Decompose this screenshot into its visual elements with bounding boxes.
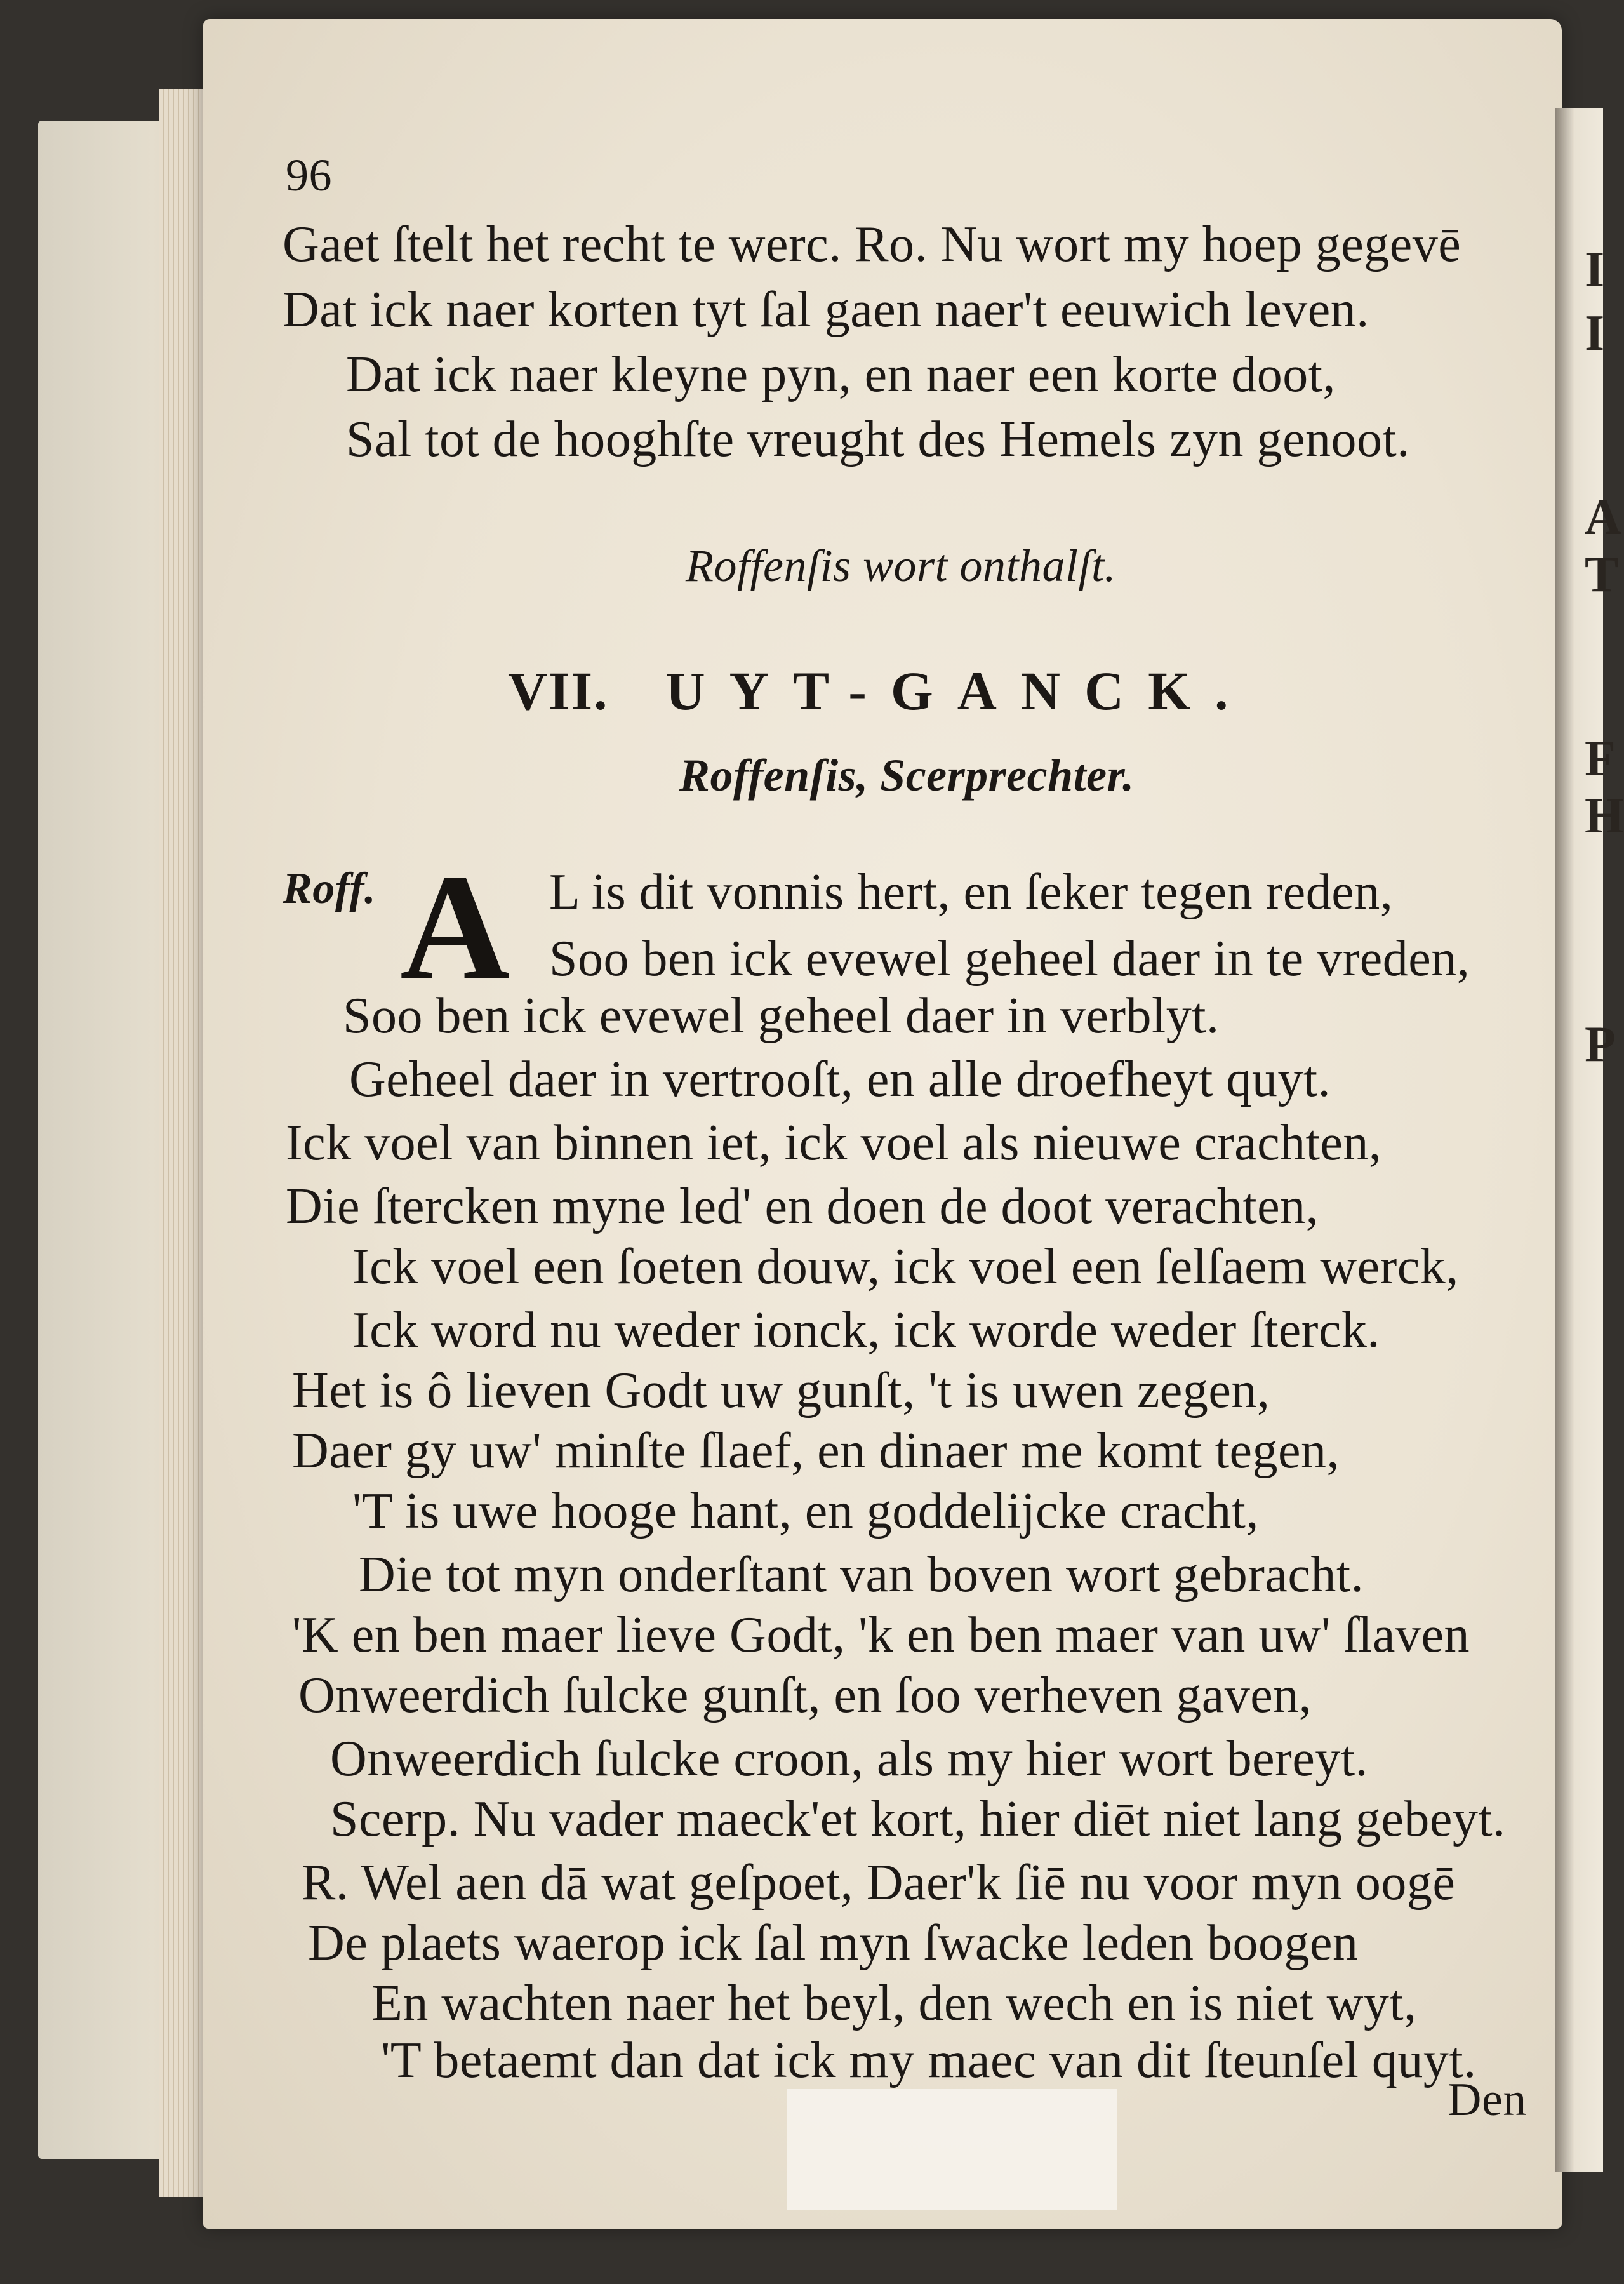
verse-line: De plaets waerop ick ſal myn ſwacke leden boogen — [308, 1915, 1359, 1971]
verse-line: Ick word nu weder ionck, ick worde weder ſterck. — [352, 1302, 1380, 1358]
facing-page-letter: H — [1585, 788, 1624, 844]
verse-line: Soo ben ick evewel geheel daer in verblyt. — [343, 988, 1220, 1044]
verse-line: 'T betaemt dan dat ick my maec van dit ſteunſel quyt. — [381, 2033, 1477, 2088]
section-heading — [508, 660, 1253, 721]
verse-line: En wachten naer het beyl, den wech en is niet wyt, — [371, 1975, 1417, 2031]
verse-line: L is dit vonnis hert, en ſeker tegen reden, — [549, 864, 1394, 920]
character-list: Roffenſis, Scerprechter. — [679, 750, 1135, 801]
verse-line: R. Wel aen dā wat geſpoet, Daer'k ſiē nu voor myn oogē — [302, 1855, 1456, 1911]
facing-page-letter: A — [1585, 490, 1621, 545]
verse-line: Het is ô lieven Godt uw gunſt, 't is uwen zegen, — [292, 1363, 1270, 1419]
verse-line: Die tot myn onderſtant van boven wort gebracht. — [359, 1547, 1364, 1603]
verse-line: Scerp. Nu vader maeck'et kort, hier diēt niet lang gebeyt. — [330, 1791, 1506, 1847]
verse-line: Dat ick naer kleyne pyn, en naer een korte doot, — [346, 347, 1336, 403]
verse-line: Sal tot de hooghſte vreught des Hemels zyn genoot. — [346, 411, 1410, 467]
verse-line: Ick voel een ſoeten douw, ick voel een ſelſaem werck, — [352, 1239, 1459, 1295]
verse-line: Onweerdich ſulcke gunſt, en ſoo verheven gaven, — [298, 1667, 1312, 1723]
speaker-label: Roff. — [283, 864, 376, 913]
drop-cap: A — [400, 843, 510, 1012]
verse-line: Geheel daer in vertrooſt, en alle droefheyt quyt. — [349, 1052, 1331, 1107]
verse-line: Onweerdich ſulcke croon, als my hier wort bereyt. — [330, 1731, 1369, 1787]
facing-page-letter: I — [1585, 305, 1605, 361]
facing-page-letter: P — [1585, 1017, 1616, 1072]
verse-line: 'T is uwe hooge hant, en goddelijcke cracht, — [352, 1483, 1259, 1539]
facing-page-letter: T — [1585, 547, 1619, 603]
facing-page-letter: I — [1585, 242, 1605, 298]
verse-line: Die ſtercken myne led' en doen de doot verachten, — [286, 1179, 1319, 1234]
verse-line: Daer gy uw' minſte ſlaef, en dinaer me komt tegen, — [292, 1423, 1340, 1479]
verse-line: Dat ick naer korten tyt ſal gaen naer't eeuwich leven. — [283, 282, 1369, 338]
verse-line: Gaet ſtelt het recht te werc. Ro. Nu wort my hoep gegevē — [283, 217, 1461, 272]
verse-line: 'K en ben maer lieve Godt, 'k en ben maer van uw' ſlaven — [292, 1607, 1470, 1663]
page-number: 96 — [286, 150, 332, 201]
verse-line: Ick voel van binnen iet, ick voel als nieuwe crachten, — [286, 1115, 1382, 1171]
facing-page-letter: F — [1585, 731, 1616, 787]
stage-direction: Roffenſis wort onthalſt. — [686, 540, 1117, 591]
catchword: Den — [1448, 2074, 1527, 2126]
heading-number: VII. — [508, 660, 609, 721]
verse-line: Soo ben ick evewel geheel daer in te vreden, — [549, 931, 1470, 987]
heading-title: UYT-GANCK. — [665, 660, 1253, 721]
